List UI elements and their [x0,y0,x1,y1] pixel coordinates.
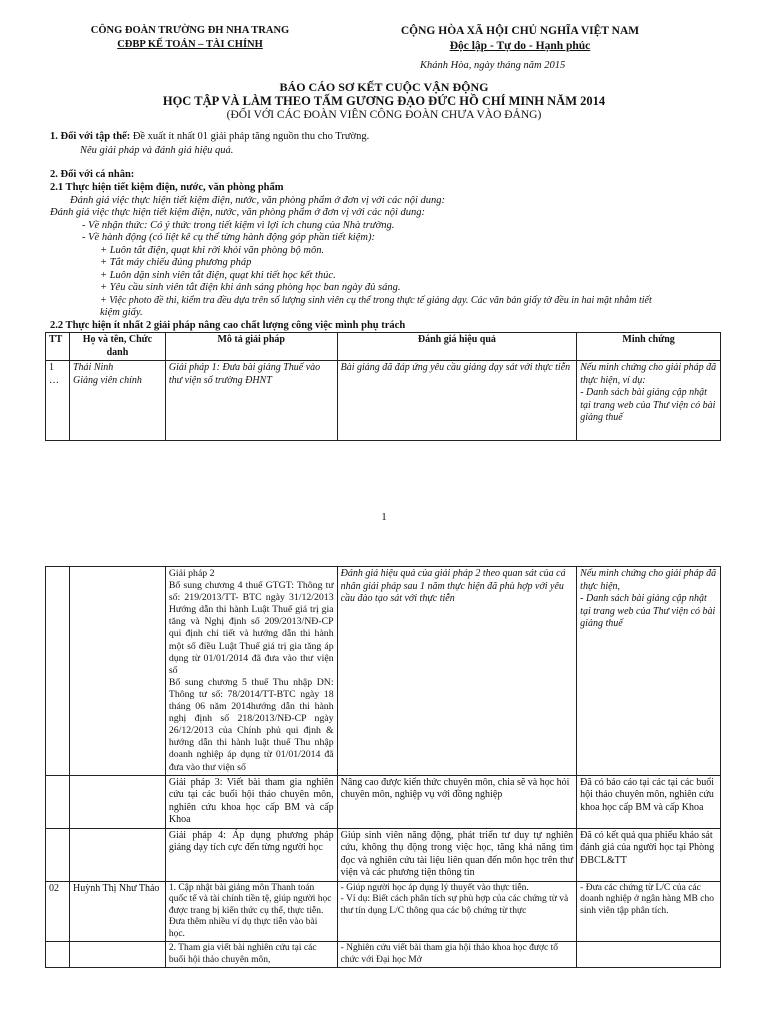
solution-proof: Đã có báo cáo tại các tại các buổi hội thảo chuyên môn, nghiên cứu khoa học cấp BM và cấp Khoa [577,775,721,828]
solution-evaluation: Nâng cao được kiến thức chuyên môn, chia sẽ và học hỏi chuyên môn, nghiệp vụ với đồng nghiệp [337,775,577,828]
solution-description: Giải pháp 4: Áp dụng phương pháp giảng dạy tích cực đến từng người học [165,828,337,881]
col-header: Đánh giá hiệu quả [337,333,577,361]
person-name: Huỳnh Thị Như Thảo [69,881,165,942]
solution-evaluation: Bài giảng đã đáp ứng yêu cầu giảng dạy sát với thực tiễn [337,361,577,441]
table-row [46,942,721,968]
date-line: Khánh Hòa, ngày tháng năm 2015 [420,60,566,71]
section-2-1-line: - Về hành động (có liệt kê cụ thể từng hành động góp phần tiết kiệm): [82,232,375,243]
country-name: CỘNG HÒA XÃ HỘI CHỦ NGHĨA VIỆT NAM [400,25,640,37]
report-subtitle: HỌC TẬP VÀ LÀM THEO TẤM GƯƠNG ĐẠO ĐỨC HỒ CHÍ MINH NĂM 2014 [162,94,606,108]
table-header-row [46,333,721,361]
section-2-1-line: Đánh giá việc thực hiện tiết kiệm điện, nước, văn phòng phẩm ở đơn vị với các nội dung: [70,195,446,206]
solution-evaluation: Đánh giá hiệu quả của giải pháp 2 theo quan sát của cá nhân giải pháp sau 1 năm thực hiện đã phù hợp với yêu cầu đào tạo sát với thực tiễn [337,567,577,776]
table-row [46,361,721,441]
person-name [69,775,165,828]
solution-description: Giải pháp 2 Bổ sung chương 4 thuế GTGT: Thông tư số: 219/2013/TT- BTC ngày 31/12/2013 Hướng dẫn thi hành Luật Thuế giá trị gia tăng và Nghị định số 209/2013/NĐ-CP qui định chi tiết và hướng dẫn thi hành một số điều Luật Thuế giá trị gia tăng áp dụng từ 01/01/2014 đã đưa vào thư viện số Bổ sung chương 5 thuế Thu nhập DN: Thông tư số: 78/2014/TT-BTC ngày 18 tháng 06 năm 2014hướng dẫn thi hành nghị định số 218/2013/NĐ-CP ngày 26/12/2013 của Chính phủ qui định & hướng dẫn thi hành luật thuế Thu nhập doanh nghiệp áp dụng từ 01/01/2014 đã đưa vào thư viện số [165,567,337,776]
row-number: 02 [46,881,70,942]
section-1 [50,131,369,144]
section-2-2-heading: 2.2 Thực hiện ít nhất 2 giải pháp nâng cao chất lượng công việc mình phụ trách [50,320,406,331]
solution-proof [577,942,721,968]
col-header: Minh chứng [577,333,721,361]
solutions-table [45,332,721,441]
solution-description: Giải pháp 3: Viết bài tham gia nghiên cứu tại các buổi hội thảo chuyên môn, nghiên cứu khoa học cấp BM và cấp Khoa [165,775,337,828]
solution-description: 2. Tham gia viết bài nghiên cứu tại các buổi hội thảo chuyên môn, [165,942,337,968]
row-number: 1 … [46,361,70,441]
section-2-heading: 2. Đối với cá nhân: [50,169,135,180]
union-name: CÔNG ĐOÀN TRƯỜNG ĐH NHA TRANG [90,25,290,36]
row-number [46,828,70,881]
section-1-note: Nêu giải pháp và đánh giá hiệu quả. [80,145,234,156]
department-name: CĐBP KẾ TOÁN – TÀI CHÍNH [117,39,263,50]
section-2-1-line: - Về nhận thức: Có ý thức trong tiết kiệm vì lợi ích chung của Nhà trường. [82,220,395,231]
solution-description: 1. Cập nhật bài giảng môn Thanh toán quốc tế và tài chính tiền tệ, giúp người học được trang bị kiến thức cụ thể, thực tiễn. Đưa thêm nhiều ví dụ thực tiễn vào bài học. [165,881,337,942]
section-2-1-line: kiệm giấy. [100,307,143,318]
table-row [46,567,721,776]
union-header [70,24,310,52]
national-header [385,24,655,54]
section-2-1-line: Đánh giá việc thực hiện tiết kiệm điện, nước, văn phòng phẩm ở đơn vị với các nội dung: [50,207,426,218]
col-header: TT [46,333,70,361]
section-2-1-line: + Tắt máy chiếu đúng phương pháp [100,257,252,268]
solution-evaluation: - Nghiên cứu viết bài tham gia hội thảo khoa học được tổ chức với Đại học Mở [337,942,577,968]
solution-evaluation: - Giúp người học áp dụng lý thuyết vào thực tiễn. - Ví dụ: Biết cách phân tích sự phù hợp của các chứng từ và thư tín dụng L/C thông qua các bộ chứng từ thực [337,881,577,942]
report-title: BÁO CÁO SƠ KẾT CUỘC VẬN ĐỘNG [279,80,489,94]
solution-proof: - Đưa các chứng từ L/C của các doanh nghiệp ở ngân hàng MB cho sinh viên tập phân tích. [577,881,721,942]
solution-proof: Đã có kết quả qua phiếu khảo sát đánh giá của người học tại Phòng ĐBCL&TT [577,828,721,881]
row-number [46,567,70,776]
col-header: Họ và tên, Chức danh [69,333,165,361]
section-2-1-line: + Yêu cầu sinh viên tắt điện khi ánh sáng phòng học ban ngày đủ sáng. [100,282,401,293]
row-number [46,775,70,828]
section-2-1-line: + Luôn dặn sinh viên tắt điện, quạt khi tiết học kết thúc. [100,270,336,281]
person-name [69,942,165,968]
table-row [46,881,721,942]
person-name: Thái Ninh Giảng viên chính [69,361,165,441]
person-name [69,828,165,881]
section-1-text: Đề xuất ít nhất 01 giải pháp tăng nguồn thu cho Trường. [130,131,370,142]
section-2-1-line: + Luôn tắt điện, quạt khi rời khỏi văn phòng bộ môn. [100,245,325,256]
solution-proof: Nếu minh chứng cho giải pháp đã thực hiện, - Danh sách bài giảng cập nhật tại trang web của Thư viện có bài giảng thuế [577,567,721,776]
row-number [46,942,70,968]
table-row [46,828,721,881]
table-row [46,775,721,828]
solution-evaluation: Giúp sinh viên năng động, phát triển tư duy tự nghiên cứu, không thụ động trong việc học, tăng khả năng tìm đọc và nghiên cứu tài liệu liên quan đến môn học trên thư viện và các phương tiện thông tin [337,828,577,881]
report-scope: (ĐỐI VỚI CÁC ĐOÀN VIÊN CÔNG ĐOÀN CHƯA VÀO ĐẢNG) [226,109,542,121]
page-number: 1 [381,511,387,523]
col-header: Mô tả giải pháp [165,333,337,361]
section-2-1-line: + Việc photo đề thi, kiểm tra đều dựa trên số lượng sinh viên cụ thể trong thực tế giảng dạy. Các văn bản giấy tờ đều in hai mặt nhằm tiết [100,295,652,306]
section-2-1-heading: 2.1 Thực hiện tiết kiệm điện, nước, văn phòng phẩm [50,182,284,193]
national-motto: Độc lập - Tự do - Hạnh phúc [449,40,591,52]
solution-proof: Nếu minh chứng cho giải pháp đã thực hiện, ví dụ: - Danh sách bài giảng cập nhật tại trang web của Thư viện có bài giảng thuế [577,361,721,441]
section-1-heading: 1. Đối với tập thể: [50,131,131,142]
solution-description: Giải pháp 1: Đưa bài giảng Thuế vào thư viện số trường ĐHNT [165,361,337,441]
solutions-table-continued [45,566,721,968]
person-name [69,567,165,776]
